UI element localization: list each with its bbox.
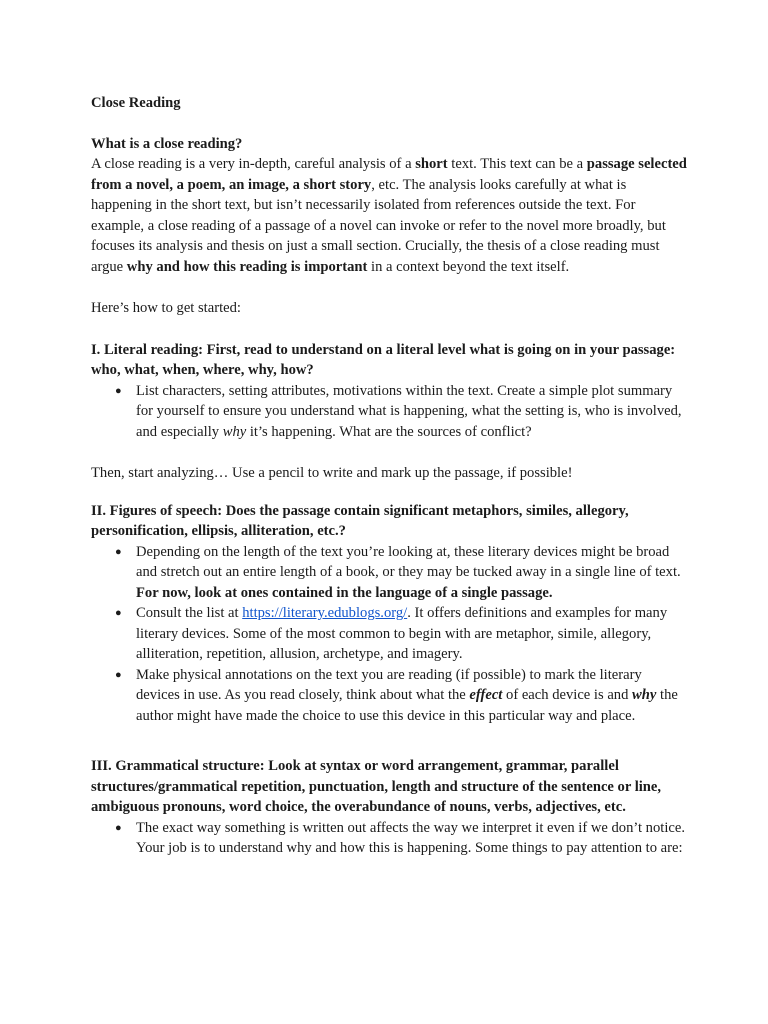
- bullet-text: . It offers definitions and examples for many literary devices. Some of the most common to begin with are metaphor, simile, allegory, alliteration, repetition, allusion, archetype, and imagery.: [136, 605, 668, 662]
- bullet-text: Depending on the length of the text you’re looking at, these literary devices might be broad and stretch out an entire length of a book, or they may be tucked away in a single line of text.: [136, 543, 681, 580]
- bullet-text: Make physical annotations on the text you are reading (if possible) to mark the literary devices in use. As you read closely, think about what the: [136, 666, 642, 703]
- list-item: [115, 665, 688, 727]
- bullet-emphasis: effect: [469, 687, 503, 703]
- section3-heading: III. Grammatical structure: Look at syntax or word arrangement, grammar, parallel structures/grammatical repetition, punctuation, length and structure of the sentence or line, ambiguous pronouns, word choice, the overabundance of nouns, verbs, adjectives, etc.: [91, 758, 662, 815]
- bullet-bold: For now, look at ones contained in the language of a single passage.: [136, 584, 553, 601]
- section2-list: [91, 542, 688, 727]
- intro-text-2: text. This text can be a: [447, 156, 587, 172]
- bullet-icon: ●: [115, 384, 122, 397]
- intro-text-4: in a context beyond the text itself.: [367, 258, 570, 275]
- bullet-icon: ●: [115, 668, 122, 681]
- get-started-text: Here’s how to get started:: [91, 300, 241, 316]
- bullet-text: Consult the list at: [136, 605, 243, 621]
- bullet-text: it’s happening. What are the sources of conflict?: [246, 423, 532, 440]
- list-item: [115, 818, 688, 859]
- intro-text-1: A close reading is a very in-depth, careful analysis of a: [91, 156, 416, 172]
- section1-list: [91, 381, 688, 443]
- list-item: [115, 542, 688, 604]
- intro-bold-why: why and how this reading is important: [126, 258, 368, 275]
- bullet-emphasis: why: [632, 687, 657, 703]
- intro-bold-short: short: [415, 156, 448, 172]
- page-title: Close Reading: [91, 95, 181, 111]
- bullet-emphasis: why: [222, 423, 247, 440]
- list-item: [115, 603, 688, 665]
- bullet-text: of each device is and: [502, 687, 633, 703]
- bullet-icon: ●: [115, 545, 122, 558]
- intro-text-3: , etc. The analysis looks carefully at what is happening in the short text, but isn’t necessarily isolated from references outside the text. For example, a close reading of a passage of a novel can invoke or refer to the novel more broadly, but focuses its analysis and thesis on just a small section. Crucially, the thesis of a close reading must argue: [91, 176, 666, 275]
- section1-heading: I. Literal reading: First, read to understand on a literal level what is going on in your passage: who, what, when, where, why, how?: [91, 341, 676, 378]
- intro-paragraph: [91, 154, 688, 277]
- list-item: [115, 381, 688, 443]
- then-analyze-text: Then, start analyzing… Use a pencil to write and mark up the passage, if possible!: [91, 465, 573, 481]
- literary-devices-link[interactable]: https://literary.edublogs.org/: [242, 605, 408, 621]
- intro-bold-passage: passage selected from a novel, a poem, an image, a short story: [91, 156, 687, 193]
- bullet-icon: ●: [115, 607, 122, 619]
- bullet-text: the author might have made the choice to use this device in this particular way and place.: [136, 687, 678, 724]
- intro-heading: What is a close reading?: [91, 135, 243, 152]
- bullet-icon: ●: [115, 821, 122, 834]
- bullet-text: The exact way something is written out affects the way we interpret it even if we don’t notice. Your job is to understand why and how this is happening. Some things to pay attention to are:: [136, 819, 685, 856]
- section3-list: [91, 818, 688, 859]
- bullet-text: List characters, setting attributes, motivations within the text. Create a simple plot summary for yourself to ensure you understand what is happening, what the setting is, who is involved, and especially: [136, 382, 682, 440]
- section2-heading: II. Figures of speech: Does the passage contain significant metaphors, similes, allegory, personification, ellipsis, alliteration, etc.?: [91, 502, 629, 539]
